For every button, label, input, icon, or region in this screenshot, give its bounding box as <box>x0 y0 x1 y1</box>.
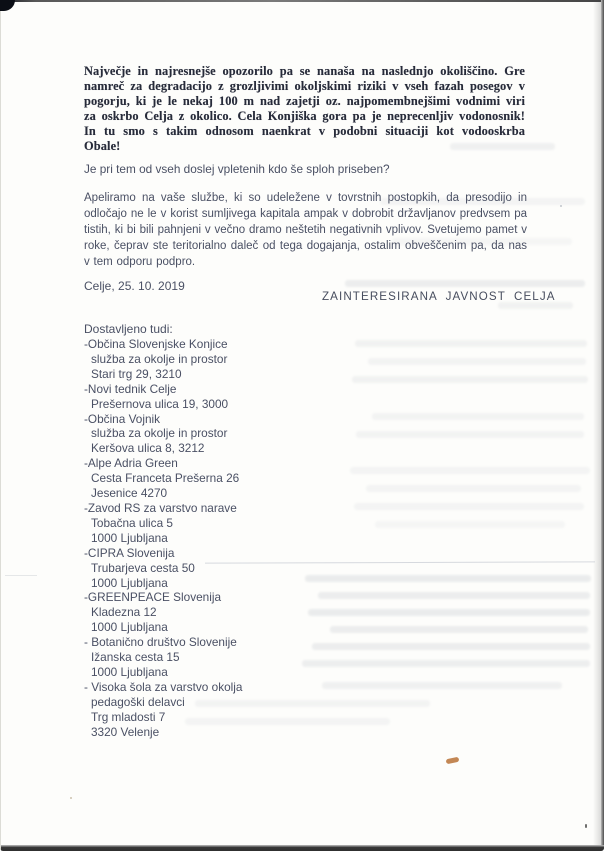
distribution-line: Trubarjeva cesta 50 <box>91 560 195 575</box>
dateline: Celje, 25. 10. 2019 <box>84 279 185 293</box>
bleed-through-ghost-line <box>345 280 585 287</box>
distribution-line: služba za okolje in prostor <box>91 426 228 441</box>
distribution-line: -Alpe Adria Green <box>84 456 178 471</box>
scan-edge-left <box>0 0 1 851</box>
paper-speck <box>560 205 562 207</box>
paper-speck <box>70 797 72 799</box>
distribution-line: 3320 Velenje <box>91 724 160 739</box>
stray-scan-line-short <box>5 575 37 576</box>
distribution-line: Kladezna 12 <box>91 605 157 620</box>
distribution-list <box>84 337 404 739</box>
distribution-line: -Novi tednik Celje <box>84 381 177 396</box>
bleed-through-ghost-line <box>498 302 573 309</box>
distribution-line: Jesenice 4270 <box>91 486 168 501</box>
orange-stain <box>446 757 460 765</box>
distribution-line: Cesta Franceta Prešerna 26 <box>91 471 240 486</box>
appeal-paragraph: Apeliramo na vaše službe, ki so udeležene v tovrstnih postopkih, da presodijo in odločajo ne le v korist sumljivega kapitala ampak v dobrobit državljanov predvsem pa tistih, ki bi bili pahnjeni v večno dramo neštetih negativnih vplivov. Svetujemo pamet v roke, čeprav ste teritorialno daleč od tega dogajanja, ostalim obveščenim pa, da nas v tem odporu podpro. <box>84 192 527 268</box>
question-line: Je pri tem od vseh doslej vpletenih kdo še sploh priseben? <box>84 162 390 176</box>
distribution-line: Ižanska cesta 15 <box>91 650 180 665</box>
scan-corner-artifact <box>0 0 15 11</box>
distribution-line: Trg mladosti 7 <box>91 709 166 724</box>
distribution-line: - Botanično društvo Slovenije <box>84 635 237 650</box>
distribution-line: 1000 Ljubljana <box>91 530 168 545</box>
distribution-heading: Dostavljeno tudi: <box>84 322 173 336</box>
distribution-line: 1000 Ljubljana <box>91 664 168 679</box>
distribution-line: -GREENPEACE Slovenija <box>84 590 222 605</box>
warning-paragraph: Največje in najresnejše opozorilo pa se nanaša na naslednjo okoliščino. Gre namreč za degradacijo z grozljivimi okoljskimi riziki v vseh fazah posegov v pogorju, ki je le nekaj 100 m nad zajetji oz. najpomembnejšimi vodnimi viri za oskrbo Celja z okolico. Cela Konjiška gora pa je neprecenljiv vodonosnik! In tu smo s takim odnosom naenkrat v podobni situaciji kot vodooskrba Obale! <box>84 64 525 153</box>
distribution-line: 1000 Ljubljana <box>91 620 168 635</box>
distribution-line: -Zavod RS za varstvo narave <box>84 500 237 515</box>
scan-edge-top <box>0 0 604 2</box>
distribution-line: 1000 Ljubljana <box>91 575 168 590</box>
scan-edge-bottom <box>0 845 604 851</box>
distribution-line: Keršova ulica 8, 3212 <box>91 441 205 456</box>
distribution-line: pedagoški delavci <box>91 694 185 709</box>
distribution-line: -Občina Slovenjske Konjice <box>84 337 228 351</box>
distribution-line: -Občina Vojnik <box>84 411 161 426</box>
signature-line: ZAINTERESIRANA JAVNOST CELJA <box>322 290 556 303</box>
distribution-line: služba za okolje in prostor <box>91 351 228 366</box>
distribution-line: - Visoka šola za varstvo okolja <box>84 679 243 694</box>
distribution-line: Tobačna ulica 5 <box>91 515 173 530</box>
distribution-line: Prešernova ulica 19, 3000 <box>91 396 229 411</box>
distribution-line: -CIPRA Slovenija <box>84 545 175 560</box>
paper-speck <box>585 824 587 828</box>
distribution-line: Stari trg 29, 3210 <box>91 366 182 381</box>
scan-shadow-right <box>593 0 601 851</box>
